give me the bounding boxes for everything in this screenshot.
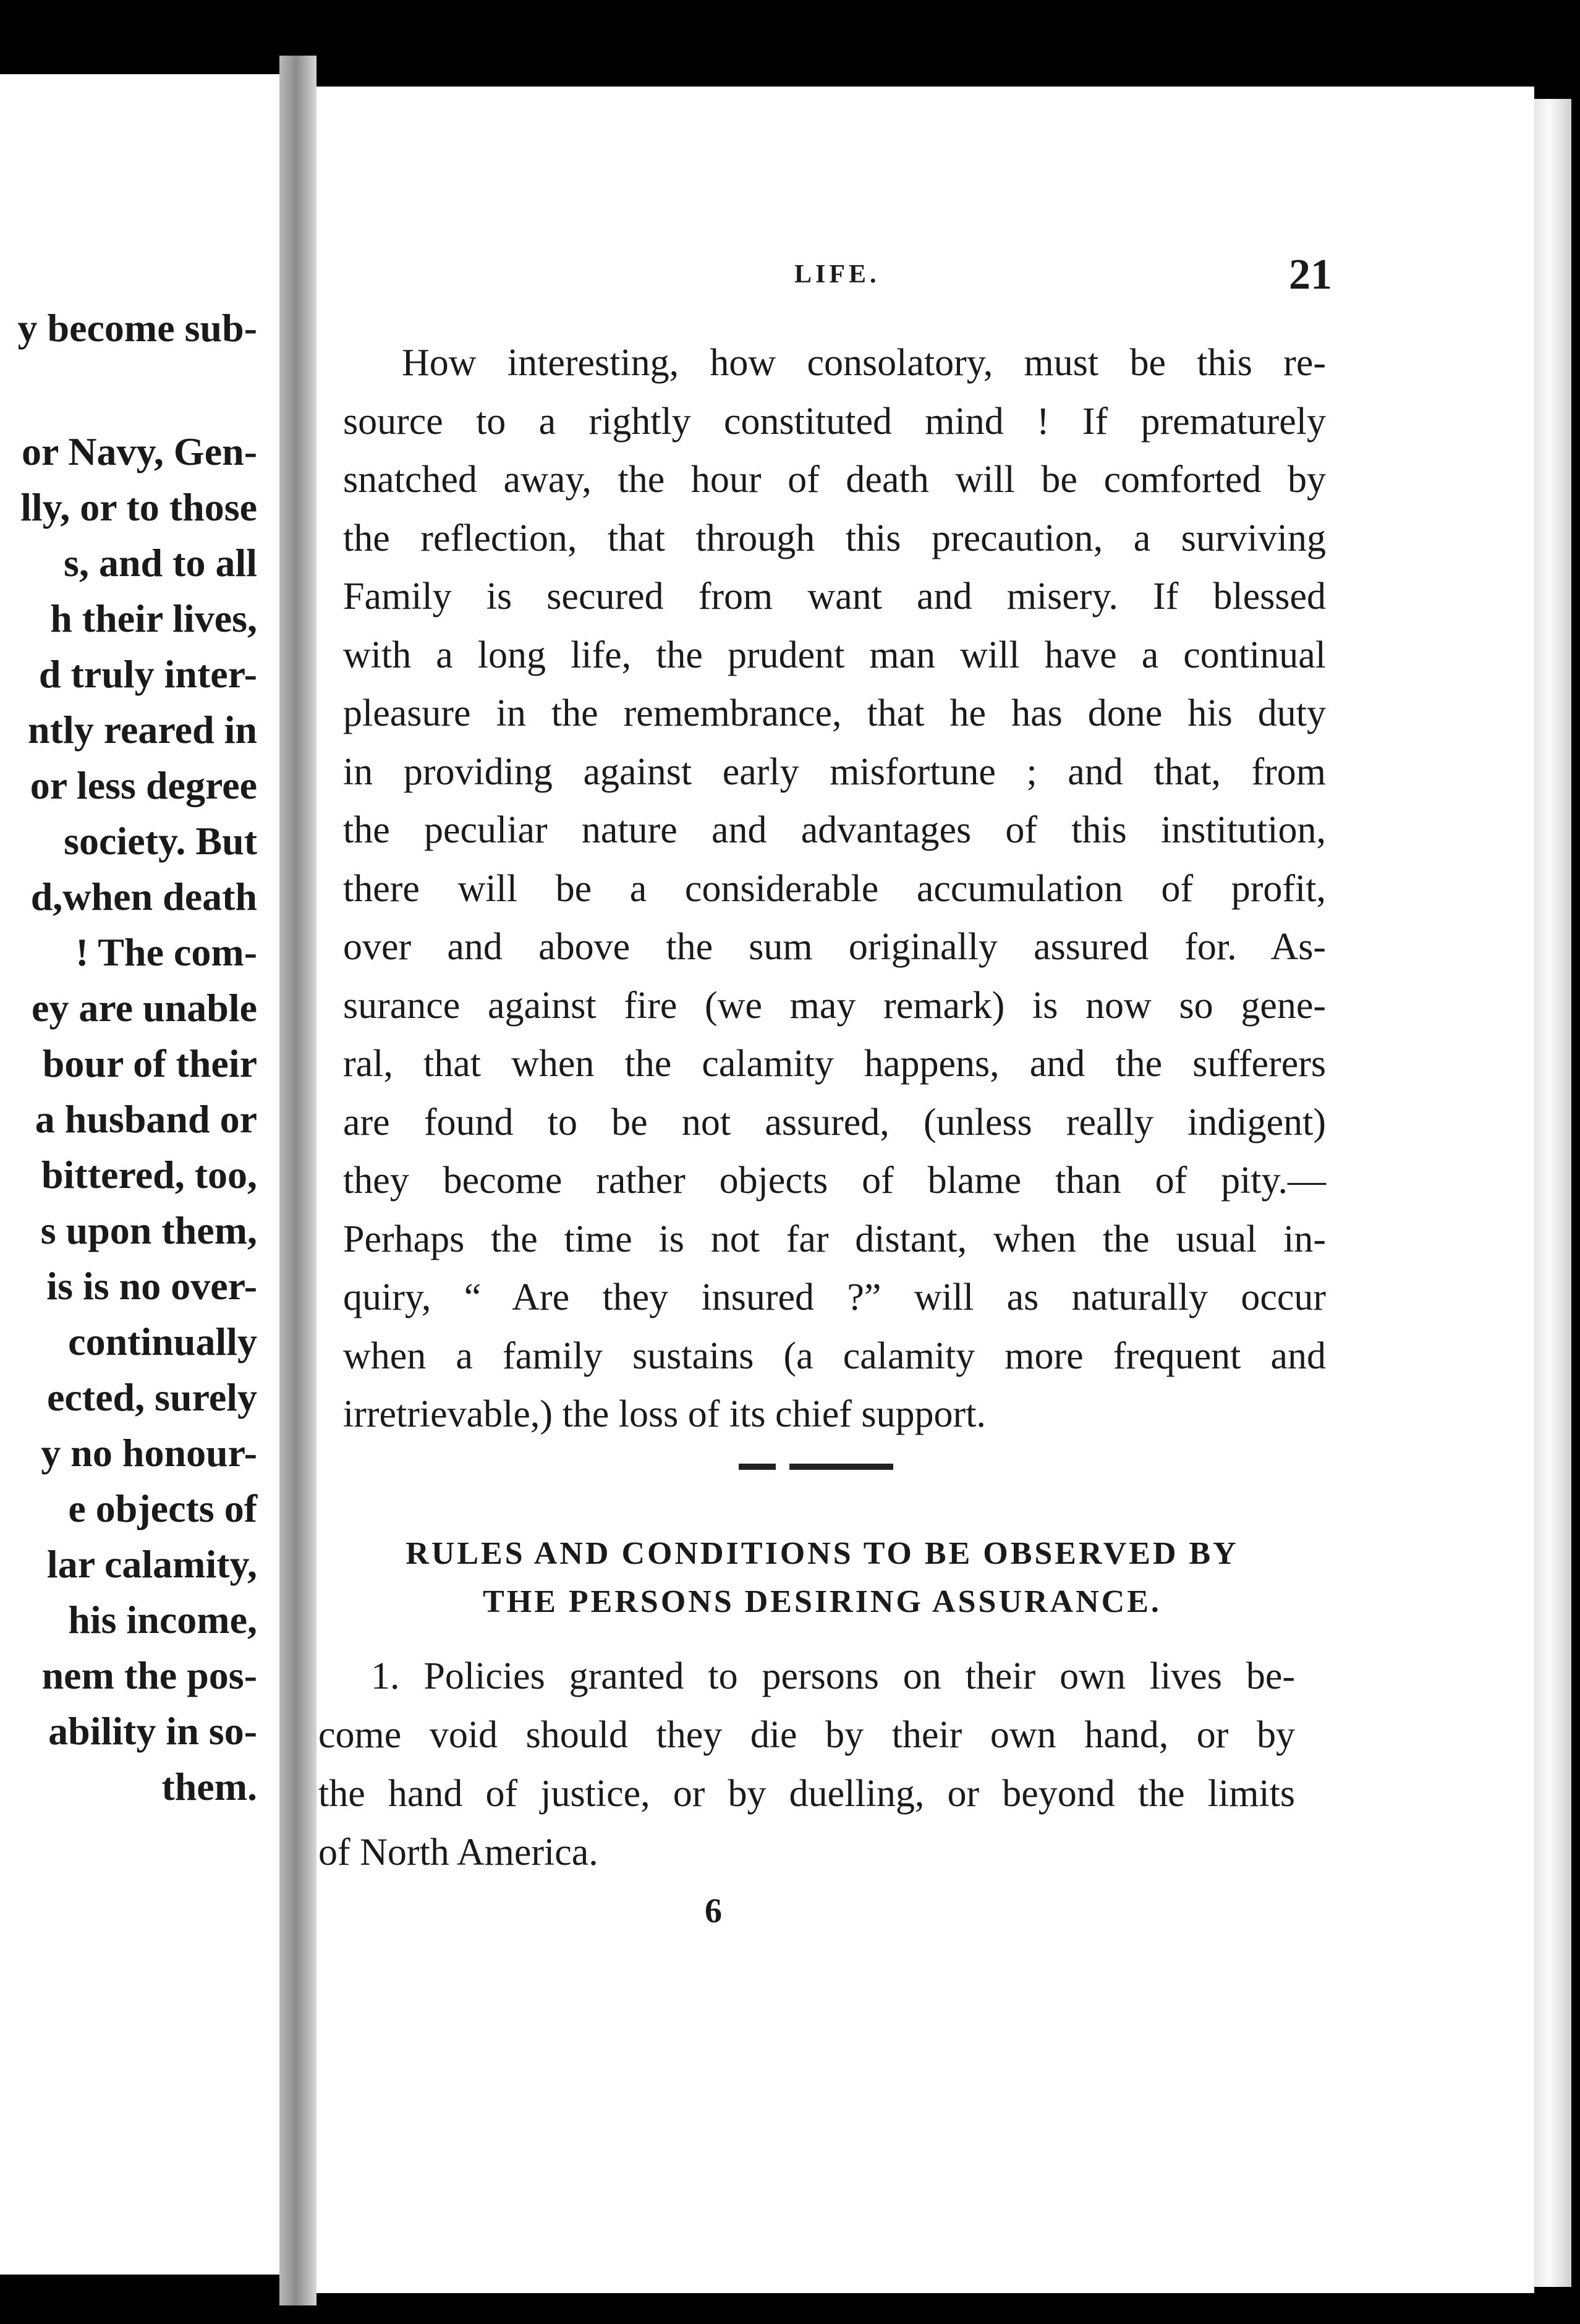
left-page-line: s upon them, [40, 1208, 257, 1252]
section-divider [739, 1464, 893, 1472]
left-page-line: s, and to all [64, 541, 257, 585]
left-page-line: or Navy, Gen- [21, 430, 257, 473]
left-page-line: y become sub- [17, 306, 257, 350]
rule-item-1 [318, 1647, 1295, 1882]
signature-mark: 6 [705, 1892, 722, 1930]
left-page-line: lly, or to those [20, 485, 257, 529]
text-line: with a long life, the prudent man will have a continual [343, 634, 1326, 676]
left-page-line: ected, surely [46, 1375, 257, 1419]
text-line: surance against fire (we may remark) is now so gene- [343, 984, 1326, 1027]
text-line: 1. Policies granted to persons on their own lives be- [371, 1655, 1295, 1697]
divider-dash [739, 1464, 776, 1470]
left-page-line: them. [161, 1765, 257, 1809]
book-gutter [279, 56, 316, 2305]
left-page-line: ability in so- [48, 1709, 257, 1753]
left-page-line: lar calamity, [46, 1542, 257, 1586]
text-line: Family is secured from want and misery. If blessed [343, 575, 1326, 617]
text-line: the peculiar nature and advantages of this institution, [343, 809, 1326, 851]
left-page-line: society. But [64, 819, 257, 863]
text-line: How interesting, how consolatory, must be this re- [402, 342, 1326, 384]
left-page-line: h their lives, [50, 596, 257, 640]
left-page-line: ! The com- [75, 930, 257, 974]
left-page-line: e objects of [68, 1486, 257, 1530]
left-page-line: ey are unable [31, 986, 257, 1030]
page-number: 21 [1289, 251, 1332, 299]
section-heading-line: RULES AND CONDITIONS TO BE OBSERVED BY [406, 1536, 1239, 1571]
left-page-line: ntly reared in [28, 708, 257, 752]
text-line: ral, that when the calamity happens, and the sufferers [343, 1043, 1326, 1085]
left-page-line: or less degree [30, 763, 257, 807]
left-page-line: d truly inter- [38, 652, 257, 696]
page-edge [1534, 99, 1571, 2287]
left-page-line: his income, [68, 1598, 257, 1642]
text-line: quiry, “ Are they insured ?” will as naturally occur [343, 1276, 1326, 1318]
text-line: are found to be not assured, (unless really indigent) [343, 1101, 1326, 1143]
text-line: of North America. [318, 1831, 598, 1873]
text-line: the reflection, that through this precaution, a surviving [343, 517, 1326, 559]
left-page [0, 74, 279, 2275]
left-page-line: bour of their [42, 1041, 257, 1085]
divider-dash [789, 1464, 893, 1470]
text-line: Perhaps the time is not far distant, when the usual in- [343, 1218, 1326, 1260]
text-line: they become rather objects of blame than of pity.— [343, 1160, 1326, 1202]
left-page-line: a husband or [35, 1097, 257, 1141]
left-page-line: d,when death [30, 875, 257, 918]
left-page-line: y no honour- [41, 1431, 257, 1475]
text-line: over and above the sum originally assured for. As- [343, 926, 1326, 968]
text-line: in providing against early misfortune ; and that, from [343, 750, 1326, 793]
left-page-line: bittered, too, [41, 1153, 257, 1197]
text-line: when a family sustains (a calamity more frequent and [343, 1334, 1326, 1377]
body-paragraph [343, 334, 1326, 1444]
text-line: source to a rightly constituted mind ! If prematurely [343, 400, 1326, 443]
text-line: there will be a considerable accumulation of profit, [343, 867, 1326, 910]
text-line: irretrievable,) the loss of its chief support. [343, 1393, 986, 1435]
text-line: snatched away, the hour of death will be comforted by [343, 459, 1326, 501]
left-page-line: continually [68, 1320, 257, 1363]
left-page-line: is is no over- [46, 1264, 257, 1308]
text-line: pleasure in the remembrance, that he has done his duty [343, 692, 1326, 734]
section-heading [359, 1530, 1286, 1626]
text-line: the hand of justice, or by duelling, or beyond the limits [318, 1773, 1295, 1815]
section-heading-line: THE PERSONS DESIRING ASSURANCE. [483, 1584, 1162, 1619]
text-line: come void should they die by their own hand, or by [318, 1714, 1295, 1756]
left-page-line: nem the pos- [41, 1653, 257, 1697]
running-head: LIFE. [794, 260, 880, 289]
